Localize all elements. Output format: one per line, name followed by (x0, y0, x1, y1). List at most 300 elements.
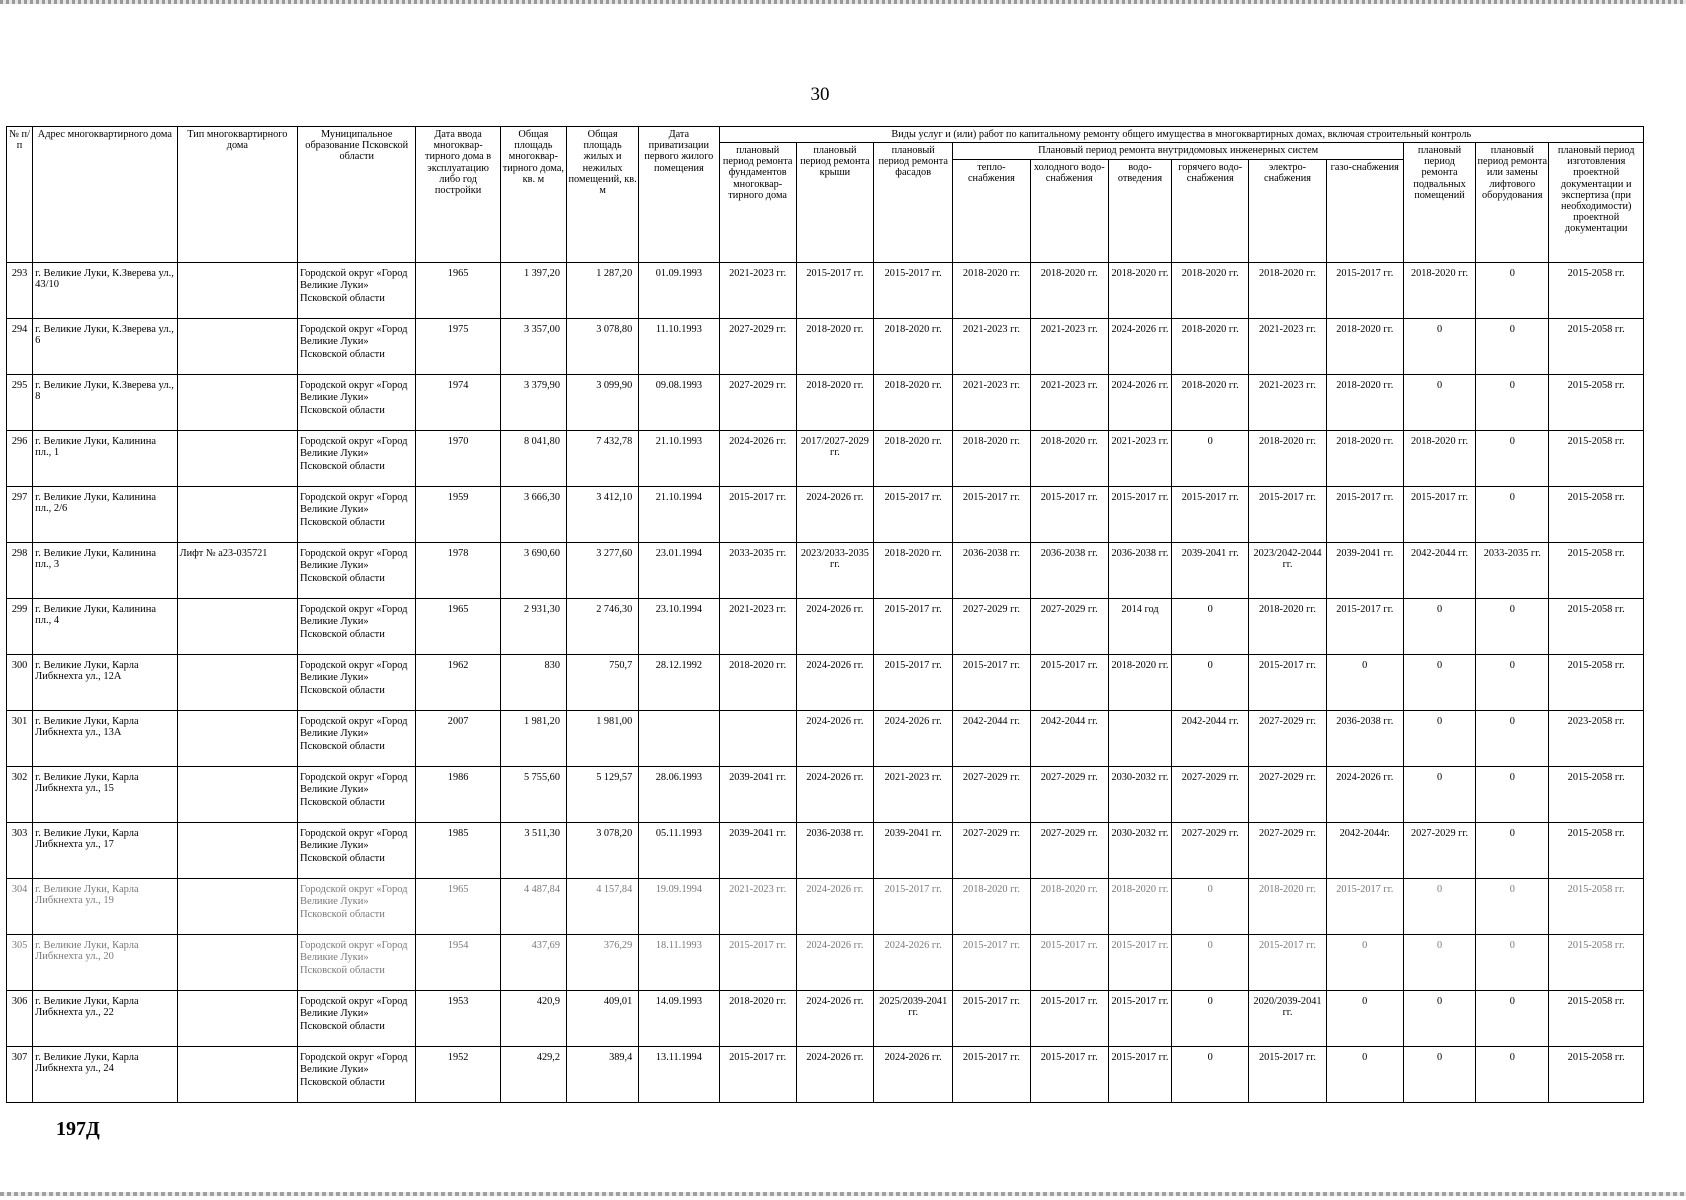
cell-heat: 2018-2020 гг. (953, 879, 1030, 935)
cell-privatization: 13.11.1994 (639, 1047, 719, 1103)
scan-edge-top (0, 0, 1686, 4)
cell-foundation: 2021-2023 гг. (719, 879, 796, 935)
cell-year: 1986 (416, 767, 500, 823)
cell-num: 293 (7, 263, 33, 319)
header-total-area: Общая площадь многоквар-тирного дома, кв. м (500, 127, 566, 263)
cell-gas: 2042-2044г. (1326, 823, 1403, 879)
cell-num: 297 (7, 487, 33, 543)
cell-year: 1953 (416, 991, 500, 1047)
cell-gas: 2018-2020 гг. (1326, 431, 1403, 487)
cell-num: 298 (7, 543, 33, 599)
cell-electric: 2018-2020 гг. (1249, 263, 1326, 319)
cell-gas: 2039-2041 гг. (1326, 543, 1403, 599)
header-systems-group: Плановый период ремонта внутридомовых инженерных систем (953, 143, 1404, 160)
cell-municipality: Городской округ «Город Великие Луки» Псковской области (298, 319, 416, 375)
cell-num: 301 (7, 711, 33, 767)
cell-foundation: 2039-2041 гг. (719, 767, 796, 823)
cell-living-area: 7 432,78 (566, 431, 638, 487)
cell-electric: 2023/2042-2044 гг. (1249, 543, 1326, 599)
cell-year: 2007 (416, 711, 500, 767)
table-header (7, 127, 1644, 263)
cell-drainage: 2036-2038 гг. (1108, 543, 1171, 599)
cell-year: 1962 (416, 655, 500, 711)
cell-hot-water: 0 (1172, 431, 1249, 487)
cell-municipality: Городской округ «Город Великие Луки» Псковской области (298, 991, 416, 1047)
cell-heat: 2015-2017 гг. (953, 991, 1030, 1047)
cell-facade: 2039-2041 гг. (874, 823, 953, 879)
table-row (7, 711, 1644, 767)
cell-living-area: 376,29 (566, 935, 638, 991)
cell-address: г. Великие Луки, Карла Либкнехта ул., 17 (33, 823, 178, 879)
cell-basement: 0 (1403, 319, 1475, 375)
cell-electric: 2021-2023 гг. (1249, 375, 1326, 431)
cell-basement: 2042-2044 гг. (1403, 543, 1475, 599)
cell-type (177, 879, 297, 935)
cell-total-area: 1 397,20 (500, 263, 566, 319)
cell-drainage: 2021-2023 гг. (1108, 431, 1171, 487)
header-living-area: Общая площадь жилых и нежилых помещений, кв. м (566, 127, 638, 263)
cell-drainage: 2015-2017 гг. (1108, 935, 1171, 991)
cell-electric: 2027-2029 гг. (1249, 767, 1326, 823)
header-hot-water: горячего водо-снабжения (1172, 160, 1249, 263)
cell-elevator: 0 (1476, 823, 1549, 879)
header-foundation: плановый период ремонта фундаментов многоквар-тирного дома (719, 143, 796, 263)
cell-living-area: 389,4 (566, 1047, 638, 1103)
cell-design: 2015-2058 гг. (1549, 879, 1644, 935)
cell-type (177, 767, 297, 823)
cell-facade: 2021-2023 гг. (874, 767, 953, 823)
cell-drainage: 2030-2032 гг. (1108, 823, 1171, 879)
cell-foundation: 2027-2029 гг. (719, 319, 796, 375)
cell-cold-water: 2027-2029 гг. (1030, 599, 1108, 655)
cell-total-area: 429,2 (500, 1047, 566, 1103)
cell-privatization: 05.11.1993 (639, 823, 719, 879)
cell-address: г. Великие Луки, Карла Либкнехта ул., 13А (33, 711, 178, 767)
cell-elevator: 0 (1476, 375, 1549, 431)
cell-living-area: 2 746,30 (566, 599, 638, 655)
header-gas: газо-снабжения (1326, 160, 1403, 263)
cell-elevator: 0 (1476, 879, 1549, 935)
cell-gas: 2018-2020 гг. (1326, 319, 1403, 375)
cell-foundation: 2027-2029 гг. (719, 375, 796, 431)
cell-year: 1952 (416, 1047, 500, 1103)
cell-hot-water: 2027-2029 гг. (1172, 767, 1249, 823)
cell-cold-water: 2021-2023 гг. (1030, 375, 1108, 431)
cell-address: г. Великие Луки, Карла Либкнехта ул., 12А (33, 655, 178, 711)
cell-cold-water: 2015-2017 гг. (1030, 1047, 1108, 1103)
cell-municipality: Городской округ «Город Великие Луки» Псковской области (298, 655, 416, 711)
header-municipality: Муниципальное образование Псковской области (298, 127, 416, 263)
cell-privatization: 28.12.1992 (639, 655, 719, 711)
cell-address: г. Великие Луки, Калинина пл., 1 (33, 431, 178, 487)
cell-total-area: 3 690,60 (500, 543, 566, 599)
cell-living-area: 3 412,10 (566, 487, 638, 543)
cell-facade: 2015-2017 гг. (874, 655, 953, 711)
cell-elevator: 0 (1476, 1047, 1549, 1103)
cell-year: 1965 (416, 599, 500, 655)
header-privatization: Дата приватизации первого жилого помещения (639, 127, 719, 263)
header-type: Тип многоквартирного дома (177, 127, 297, 263)
cell-year: 1975 (416, 319, 500, 375)
table-row (7, 543, 1644, 599)
cell-heat: 2042-2044 гг. (953, 711, 1030, 767)
cell-electric: 2015-2017 гг. (1249, 487, 1326, 543)
cell-type (177, 711, 297, 767)
cell-facade: 2024-2026 гг. (874, 935, 953, 991)
cell-gas: 2024-2026 гг. (1326, 767, 1403, 823)
cell-elevator: 0 (1476, 991, 1549, 1047)
cell-elevator: 0 (1476, 487, 1549, 543)
cell-num: 305 (7, 935, 33, 991)
cell-elevator: 0 (1476, 599, 1549, 655)
cell-year: 1974 (416, 375, 500, 431)
cell-foundation: 2033-2035 гг. (719, 543, 796, 599)
cell-basement: 0 (1403, 599, 1475, 655)
cell-privatization: 11.10.1993 (639, 319, 719, 375)
cell-roof: 2018-2020 гг. (796, 375, 873, 431)
cell-gas: 2015-2017 гг. (1326, 879, 1403, 935)
cell-cold-water: 2027-2029 гг. (1030, 823, 1108, 879)
cell-privatization (639, 711, 719, 767)
document-code: 197Д (56, 1118, 100, 1140)
cell-electric: 2021-2023 гг. (1249, 319, 1326, 375)
cell-roof: 2024-2026 гг. (796, 767, 873, 823)
header-cold-water: холодного водо-снабжения (1030, 160, 1108, 263)
cell-gas: 0 (1326, 1047, 1403, 1103)
cell-living-area: 3 277,60 (566, 543, 638, 599)
cell-year: 1965 (416, 263, 500, 319)
cell-living-area: 1 287,20 (566, 263, 638, 319)
cell-drainage: 2018-2020 гг. (1108, 655, 1171, 711)
cell-type (177, 487, 297, 543)
cell-heat: 2015-2017 гг. (953, 1047, 1030, 1103)
cell-privatization: 01.09.1993 (639, 263, 719, 319)
cell-living-area: 3 078,80 (566, 319, 638, 375)
cell-design: 2015-2058 гг. (1549, 375, 1644, 431)
table-row (7, 879, 1644, 935)
cell-address: г. Великие Луки, К.Зверева ул., 8 (33, 375, 178, 431)
header-elevator: плановый период ремонта или замены лифтового оборудования (1476, 143, 1549, 263)
cell-living-area: 3 099,90 (566, 375, 638, 431)
cell-heat: 2018-2020 гг. (953, 263, 1030, 319)
cell-roof: 2017/2027-2029 гг. (796, 431, 873, 487)
cell-electric: 2027-2029 гг. (1249, 823, 1326, 879)
cell-roof: 2024-2026 гг. (796, 711, 873, 767)
cell-roof: 2024-2026 гг. (796, 991, 873, 1047)
cell-electric: 2018-2020 гг. (1249, 431, 1326, 487)
cell-basement: 0 (1403, 1047, 1475, 1103)
cell-basement: 2027-2029 гг. (1403, 823, 1475, 879)
cell-total-area: 420,9 (500, 991, 566, 1047)
cell-total-area: 830 (500, 655, 566, 711)
cell-roof: 2018-2020 гг. (796, 319, 873, 375)
cell-drainage: 2030-2032 гг. (1108, 767, 1171, 823)
cell-foundation: 2039-2041 гг. (719, 823, 796, 879)
cell-roof: 2024-2026 гг. (796, 487, 873, 543)
cell-elevator: 0 (1476, 655, 1549, 711)
cell-design: 2015-2058 гг. (1549, 263, 1644, 319)
cell-type (177, 1047, 297, 1103)
cell-electric: 2018-2020 гг. (1249, 599, 1326, 655)
cell-heat: 2036-2038 гг. (953, 543, 1030, 599)
cell-gas: 2036-2038 гг. (1326, 711, 1403, 767)
cell-basement: 0 (1403, 767, 1475, 823)
cell-basement: 0 (1403, 935, 1475, 991)
cell-foundation: 2015-2017 гг. (719, 487, 796, 543)
cell-facade: 2015-2017 гг. (874, 263, 953, 319)
table-row (7, 375, 1644, 431)
cell-year: 1985 (416, 823, 500, 879)
cell-elevator: 0 (1476, 263, 1549, 319)
cell-design: 2015-2058 гг. (1549, 655, 1644, 711)
cell-heat: 2015-2017 гг. (953, 487, 1030, 543)
cell-cold-water: 2036-2038 гг. (1030, 543, 1108, 599)
cell-roof: 2024-2026 гг. (796, 935, 873, 991)
cell-drainage: 2018-2020 гг. (1108, 263, 1171, 319)
cell-heat: 2027-2029 гг. (953, 599, 1030, 655)
cell-privatization: 18.11.1993 (639, 935, 719, 991)
cell-elevator: 0 (1476, 935, 1549, 991)
cell-elevator: 2033-2035 гг. (1476, 543, 1549, 599)
cell-total-area: 437,69 (500, 935, 566, 991)
cell-hot-water: 2018-2020 гг. (1172, 263, 1249, 319)
header-num: № п/п (7, 127, 33, 263)
cell-design: 2015-2058 гг. (1549, 599, 1644, 655)
cell-municipality: Городской округ «Город Великие Луки» Псковской области (298, 1047, 416, 1103)
cell-municipality: Городской округ «Город Великие Луки» Псковской области (298, 431, 416, 487)
cell-hot-water: 2042-2044 гг. (1172, 711, 1249, 767)
cell-type (177, 263, 297, 319)
cell-design: 2023-2058 гг. (1549, 711, 1644, 767)
cell-facade: 2015-2017 гг. (874, 879, 953, 935)
cell-hot-water: 0 (1172, 935, 1249, 991)
cell-heat: 2027-2029 гг. (953, 767, 1030, 823)
cell-foundation: 2018-2020 гг. (719, 991, 796, 1047)
cell-year: 1965 (416, 879, 500, 935)
header-works-group: Виды услуг и (или) работ по капитальному ремонту общего имущества в многоквартирных домах, включая строительный контроль (719, 127, 1643, 143)
cell-num: 302 (7, 767, 33, 823)
cell-total-area: 3 379,90 (500, 375, 566, 431)
cell-cold-water: 2018-2020 гг. (1030, 263, 1108, 319)
cell-roof: 2024-2026 гг. (796, 655, 873, 711)
cell-facade: 2018-2020 гг. (874, 319, 953, 375)
cell-roof: 2023/2033-2035 гг. (796, 543, 873, 599)
cell-municipality: Городской округ «Город Великие Луки» Псковской области (298, 263, 416, 319)
cell-address: г. Великие Луки, Карла Либкнехта ул., 22 (33, 991, 178, 1047)
header-address: Адрес многоквартирного дома (33, 127, 178, 263)
cell-electric: 2020/2039-2041 гг. (1249, 991, 1326, 1047)
cell-municipality: Городской округ «Город Великие Луки» Псковской области (298, 711, 416, 767)
cell-municipality: Городской округ «Город Великие Луки» Псковской области (298, 879, 416, 935)
cell-facade: 2018-2020 гг. (874, 431, 953, 487)
cell-type (177, 599, 297, 655)
cell-design: 2015-2058 гг. (1549, 991, 1644, 1047)
cell-drainage: 2024-2026 гг. (1108, 319, 1171, 375)
header-year: Дата ввода многоквар-тирного дома в эксплуатацию либо год постройки (416, 127, 500, 263)
cell-design: 2015-2058 гг. (1549, 431, 1644, 487)
cell-basement: 2015-2017 гг. (1403, 487, 1475, 543)
cell-facade: 2015-2017 гг. (874, 487, 953, 543)
cell-gas: 0 (1326, 655, 1403, 711)
cell-electric: 2015-2017 гг. (1249, 1047, 1326, 1103)
cell-cold-water: 2015-2017 гг. (1030, 991, 1108, 1047)
cell-roof: 2036-2038 гг. (796, 823, 873, 879)
cell-total-area: 4 487,84 (500, 879, 566, 935)
cell-year: 1970 (416, 431, 500, 487)
table-row (7, 1047, 1644, 1103)
cell-num: 304 (7, 879, 33, 935)
cell-num: 299 (7, 599, 33, 655)
cell-drainage: 2015-2017 гг. (1108, 487, 1171, 543)
cell-address: г. Великие Луки, Карла Либкнехта ул., 20 (33, 935, 178, 991)
cell-foundation: 2021-2023 гг. (719, 599, 796, 655)
cell-privatization: 28.06.1993 (639, 767, 719, 823)
cell-living-area: 1 981,00 (566, 711, 638, 767)
header-facade: плановый период ремонта фасадов (874, 143, 953, 263)
cell-address: г. Великие Луки, Калинина пл., 4 (33, 599, 178, 655)
cell-type (177, 991, 297, 1047)
cell-total-area: 2 931,30 (500, 599, 566, 655)
cell-municipality: Городской округ «Город Великие Луки» Псковской области (298, 375, 416, 431)
cell-heat: 2021-2023 гг. (953, 375, 1030, 431)
cell-basement: 2018-2020 гг. (1403, 431, 1475, 487)
table-row (7, 935, 1644, 991)
cell-cold-water: 2021-2023 гг. (1030, 319, 1108, 375)
cell-cold-water: 2018-2020 гг. (1030, 879, 1108, 935)
cell-cold-water: 2015-2017 гг. (1030, 487, 1108, 543)
cell-privatization: 23.01.1994 (639, 543, 719, 599)
cell-roof: 2024-2026 гг. (796, 599, 873, 655)
cell-living-area: 3 078,20 (566, 823, 638, 879)
cell-hot-water: 2015-2017 гг. (1172, 487, 1249, 543)
cell-living-area: 5 129,57 (566, 767, 638, 823)
cell-hot-water: 2018-2020 гг. (1172, 375, 1249, 431)
cell-privatization: 21.10.1993 (639, 431, 719, 487)
cell-facade: 2024-2026 гг. (874, 1047, 953, 1103)
cell-drainage: 2024-2026 гг. (1108, 375, 1171, 431)
cell-cold-water: 2027-2029 гг. (1030, 767, 1108, 823)
cell-num: 306 (7, 991, 33, 1047)
table-row (7, 599, 1644, 655)
cell-drainage (1108, 711, 1171, 767)
cell-basement: 2018-2020 гг. (1403, 263, 1475, 319)
cell-privatization: 19.09.1994 (639, 879, 719, 935)
cell-elevator: 0 (1476, 767, 1549, 823)
cell-hot-water: 0 (1172, 655, 1249, 711)
cell-facade: 2015-2017 гг. (874, 599, 953, 655)
cell-elevator: 0 (1476, 431, 1549, 487)
cell-address: г. Великие Луки, Карла Либкнехта ул., 15 (33, 767, 178, 823)
cell-roof: 2024-2026 гг. (796, 1047, 873, 1103)
cell-type (177, 375, 297, 431)
cell-design: 2015-2058 гг. (1549, 1047, 1644, 1103)
cell-drainage: 2015-2017 гг. (1108, 1047, 1171, 1103)
cell-elevator: 0 (1476, 711, 1549, 767)
page-number: 30 (810, 84, 830, 105)
cell-foundation: 2015-2017 гг. (719, 1047, 796, 1103)
cell-hot-water: 2039-2041 гг. (1172, 543, 1249, 599)
cell-hot-water: 0 (1172, 599, 1249, 655)
table-row (7, 655, 1644, 711)
table-row (7, 991, 1644, 1047)
cell-total-area: 3 511,30 (500, 823, 566, 879)
header-drainage: водо-отведения (1108, 160, 1171, 263)
cell-foundation (719, 711, 796, 767)
capital-repair-table (6, 126, 1644, 1103)
cell-living-area: 750,7 (566, 655, 638, 711)
cell-num: 294 (7, 319, 33, 375)
cell-address: г. Великие Луки, Калинина пл., 3 (33, 543, 178, 599)
cell-heat: 2015-2017 гг. (953, 935, 1030, 991)
cell-type (177, 935, 297, 991)
cell-type (177, 655, 297, 711)
cell-type: Лифт № а23-035721 (177, 543, 297, 599)
cell-municipality: Городской округ «Город Великие Луки» Псковской области (298, 935, 416, 991)
cell-total-area: 3 666,30 (500, 487, 566, 543)
cell-roof: 2024-2026 гг. (796, 879, 873, 935)
cell-elevator: 0 (1476, 319, 1549, 375)
table-row (7, 767, 1644, 823)
cell-privatization: 21.10.1994 (639, 487, 719, 543)
cell-hot-water: 2018-2020 гг. (1172, 319, 1249, 375)
cell-gas: 2015-2017 гг. (1326, 263, 1403, 319)
cell-type (177, 431, 297, 487)
table-row (7, 263, 1644, 319)
cell-num: 303 (7, 823, 33, 879)
cell-municipality: Городской округ «Город Великие Луки» Псковской области (298, 823, 416, 879)
cell-type (177, 823, 297, 879)
cell-municipality: Городской округ «Город Великие Луки» Псковской области (298, 487, 416, 543)
cell-total-area: 1 981,20 (500, 711, 566, 767)
cell-cold-water: 2018-2020 гг. (1030, 431, 1108, 487)
header-electric: электро-снабжения (1249, 160, 1326, 263)
table-row (7, 823, 1644, 879)
cell-municipality: Городской округ «Город Великие Луки» Псковской области (298, 767, 416, 823)
cell-address: г. Великие Луки, К.Зверева ул., 6 (33, 319, 178, 375)
cell-num: 296 (7, 431, 33, 487)
cell-living-area: 4 157,84 (566, 879, 638, 935)
cell-basement: 0 (1403, 375, 1475, 431)
cell-address: г. Великие Луки, Калинина пл., 2/6 (33, 487, 178, 543)
cell-electric: 2015-2017 гг. (1249, 655, 1326, 711)
cell-design: 2015-2058 гг. (1549, 319, 1644, 375)
cell-gas: 0 (1326, 991, 1403, 1047)
cell-electric: 2027-2029 гг. (1249, 711, 1326, 767)
cell-privatization: 09.08.1993 (639, 375, 719, 431)
cell-design: 2015-2058 гг. (1549, 935, 1644, 991)
cell-foundation: 2024-2026 гг. (719, 431, 796, 487)
cell-basement: 0 (1403, 879, 1475, 935)
scan-edge-bottom (0, 1192, 1686, 1196)
header-roof: плановый период ремонта крыши (796, 143, 873, 263)
cell-facade: 2018-2020 гг. (874, 543, 953, 599)
cell-basement: 0 (1403, 711, 1475, 767)
cell-address: г. Великие Луки, К.Зверева ул., 43/10 (33, 263, 178, 319)
cell-roof: 2015-2017 гг. (796, 263, 873, 319)
cell-hot-water: 0 (1172, 1047, 1249, 1103)
cell-address: г. Великие Луки, Карла Либкнехта ул., 24 (33, 1047, 178, 1103)
cell-foundation: 2018-2020 гг. (719, 655, 796, 711)
cell-design: 2015-2058 гг. (1549, 543, 1644, 599)
cell-total-area: 5 755,60 (500, 767, 566, 823)
header-design: плановый период изготовления проектной документации и экспертиза (при необходимости) проектной документации (1549, 143, 1644, 263)
header-heat: тепло-снабжения (953, 160, 1030, 263)
table-body (7, 263, 1644, 1103)
table-row (7, 431, 1644, 487)
cell-living-area: 409,01 (566, 991, 638, 1047)
cell-design: 2015-2058 гг. (1549, 767, 1644, 823)
cell-drainage: 2018-2020 гг. (1108, 879, 1171, 935)
